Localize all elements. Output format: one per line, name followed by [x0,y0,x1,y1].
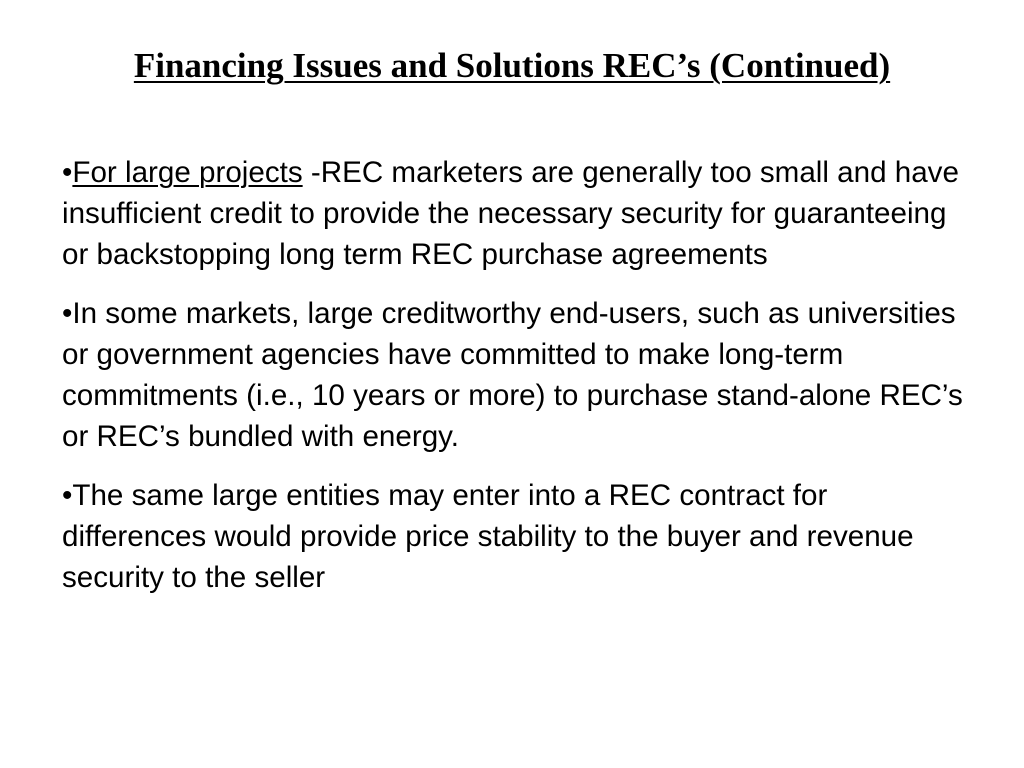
slide-title: Financing Issues and Solutions REC’s (Continued) [133,46,891,85]
bullet-text: -REC marketers are generally too small and have insufficient credit to provide the necessary security for guaranteeing or backstopping long term REC purchase agreements [62,156,959,271]
bullet-item-large-projects [62,152,977,275]
bullet-icon: • [62,156,73,189]
bullet-item-creditworthy-end-users [62,293,977,457]
bullet-icon: • [62,479,73,512]
bullet-text: The same large entities may enter into a REC contract for differences would provide price stability to the buyer and revenue security to the seller [62,479,914,594]
bullet-item-contract-for-differences [62,475,977,598]
bullet-list [62,152,977,616]
bullet-text: In some markets, large creditworthy end-users, such as universities or government agencies have committed to make long-term commitments (i.e., 10 years or more) to purchase stand-alone REC’s or REC’s bundled with energy. [62,297,963,453]
bullet-icon: • [62,297,73,330]
bullet-lead-label: For large projects [72,156,303,189]
